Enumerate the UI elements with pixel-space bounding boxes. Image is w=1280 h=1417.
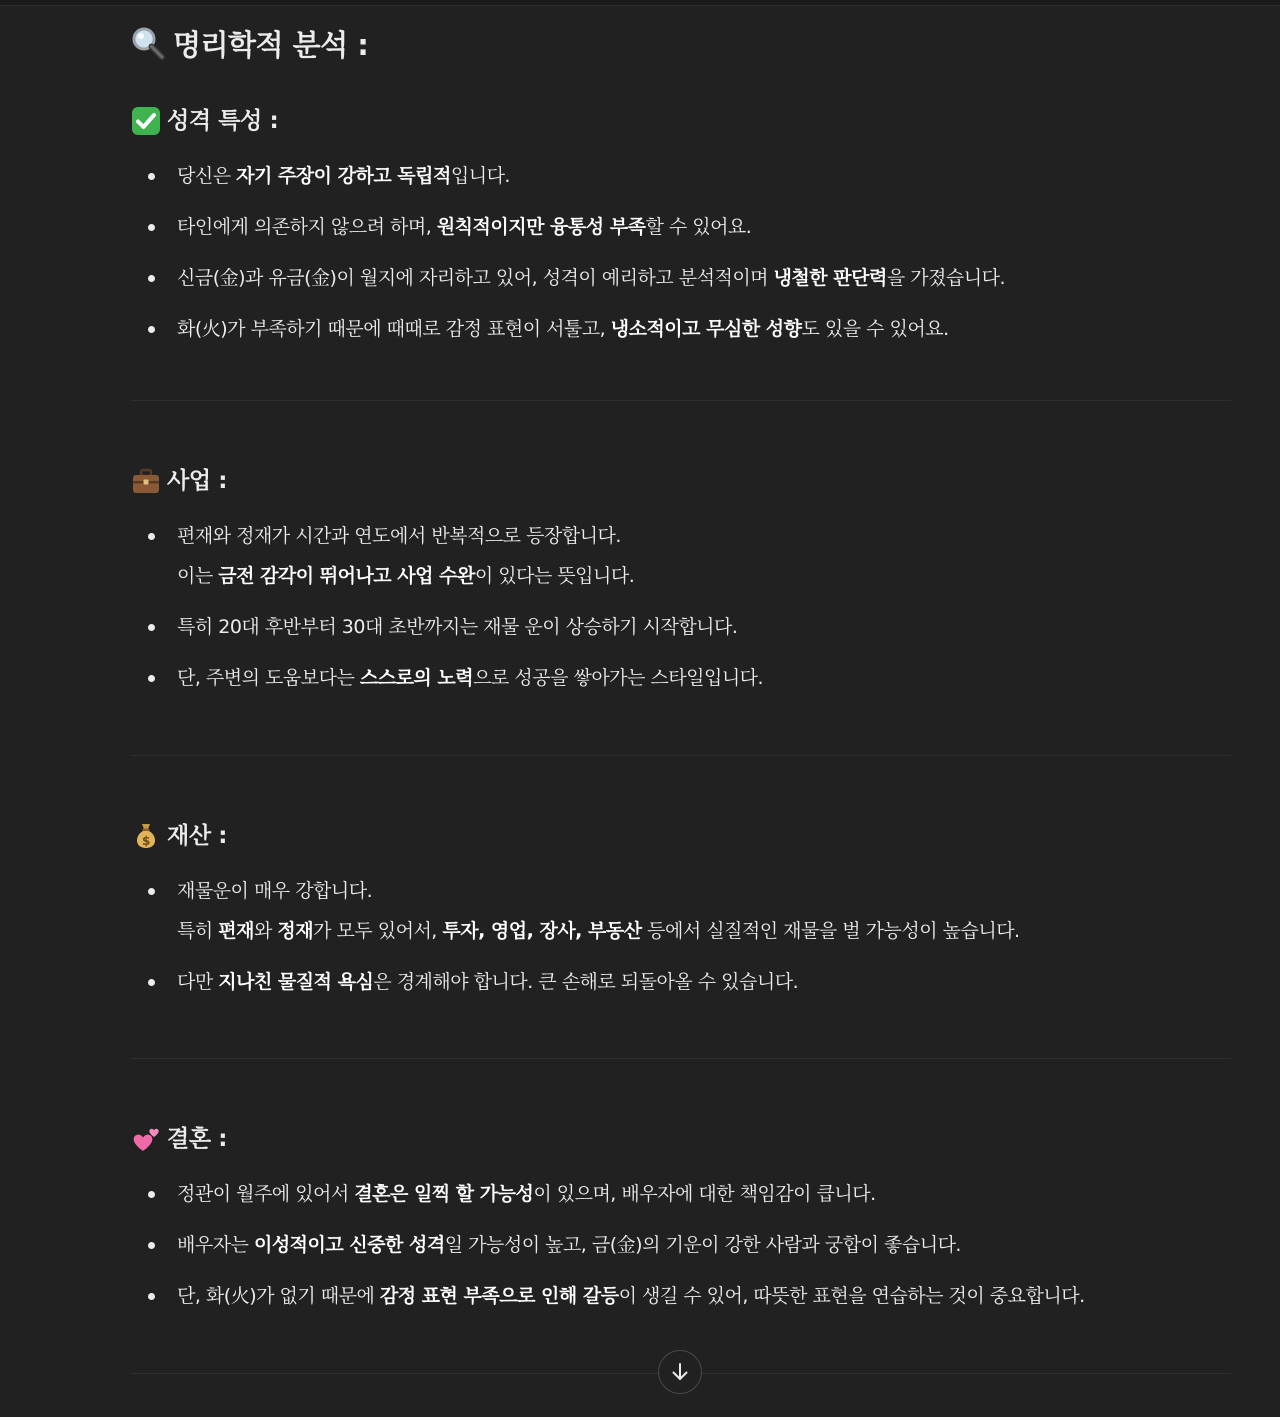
svg-text:$: $: [142, 834, 150, 848]
two-hearts-icon: [131, 1124, 161, 1154]
bullet-list: [131, 156, 1231, 349]
bold-text: 투자, 영업, 장사, 부동산: [442, 920, 642, 942]
check-mark-button-icon: [131, 106, 161, 136]
list-item: [131, 207, 1231, 247]
text-segment: 편재와 정재가 시간과 연도에서 반복적으로 등장합니다.: [177, 525, 621, 547]
chat-message-content: [131, 22, 1231, 1374]
list-item: [131, 1174, 1231, 1214]
bold-text: 결혼은 일찍 할 가능성: [354, 1183, 534, 1205]
scroll-to-bottom-button[interactable]: [658, 1350, 702, 1394]
list-item: [131, 607, 1231, 647]
text-segment: 은 경계해야 합니다. 큰 손해로 되돌아올 수 있습니다.: [373, 971, 799, 993]
text-segment: 으로 성공을 쌓아가는 스타일입니다.: [473, 667, 764, 689]
section-divider: [131, 1058, 1231, 1059]
bold-text: 스스로의 노력: [359, 667, 474, 689]
bold-text: 감정 표현 부족으로 인해 갈등: [379, 1285, 619, 1307]
list-item: [131, 156, 1231, 196]
text-segment: 이 생길 수 있어, 따뜻한 표현을 연습하는 것이 중요합니다.: [618, 1285, 1085, 1307]
text-segment: 가 모두 있어서,: [313, 920, 443, 942]
list-item: [131, 871, 1231, 951]
text-segment: 할 수 있어요.: [645, 216, 752, 238]
text-segment: 타인에게 의존하지 않으려 하며,: [177, 216, 437, 238]
text-segment: 재물운이 매우 강합니다.: [177, 880, 373, 902]
section-title: [131, 816, 1231, 856]
section-title: [131, 461, 1231, 501]
list-item: [131, 258, 1231, 298]
text-segment: 등에서 실질적인 재물을 벌 가능성이 높습니다.: [641, 920, 1020, 942]
section-title: [131, 1119, 1231, 1159]
bold-text: 정재: [277, 920, 314, 942]
text-segment: 이는: [177, 565, 219, 587]
bold-text: 지나친 물질적 욕심: [218, 971, 374, 993]
text-segment: 배우자는: [177, 1234, 254, 1256]
section-title-text: 결혼 :: [167, 1126, 228, 1152]
text-segment: 당신은: [177, 165, 237, 187]
arrow-down-icon: [669, 1361, 691, 1383]
text-segment: 특히 20대 후반부터 30대 초반까지는 재물 운이 상승하기 시작합니다.: [177, 616, 738, 638]
list-item: [131, 962, 1231, 1002]
text-segment: 단, 화(火)가 없기 때문에: [177, 1285, 380, 1307]
bullet-list: [131, 871, 1231, 1002]
magnifying-glass-icon: [131, 26, 165, 60]
section-marriage: [131, 1119, 1231, 1316]
text-segment: 일 가능성이 높고, 금(金)의 기운이 강한 사람과 궁합이 좋습니다.: [444, 1234, 961, 1256]
text-segment: 단, 주변의 도움보다는: [177, 667, 360, 689]
bold-text: 자기 주장이 강하고 독립적: [236, 165, 451, 187]
text-segment: 다만: [177, 971, 219, 993]
list-item: [131, 1276, 1231, 1316]
list-item: [131, 658, 1231, 698]
section-divider: [131, 400, 1231, 401]
briefcase-icon: [131, 466, 161, 496]
text-segment: 화(火)가 부족하기 때문에 때때로 감정 표현이 서툴고,: [177, 318, 611, 340]
text-segment: 와: [253, 920, 278, 942]
text-segment: 을 가졌습니다.: [886, 267, 1006, 289]
section-title-text: 재산 :: [167, 823, 228, 849]
section-title-text: 사업 :: [167, 468, 228, 494]
text-segment: 특히: [177, 920, 219, 942]
text-segment: 입니다.: [450, 165, 510, 187]
text-segment: 도 있을 수 있어요.: [801, 318, 949, 340]
bullet-list: [131, 1174, 1231, 1316]
money-bag-icon: [131, 821, 161, 851]
bold-text: 냉소적이고 무심한 성향: [610, 318, 802, 340]
text-segment: 이 있으며, 배우자에 대한 책임감이 큽니다.: [533, 1183, 876, 1205]
list-item: [131, 1225, 1231, 1265]
section-business: [131, 461, 1231, 698]
analysis-title-text: 명리학적 분석 :: [173, 28, 369, 62]
section-title: [131, 101, 1231, 141]
list-item: [131, 309, 1231, 349]
section-personality: [131, 101, 1231, 349]
bullet-list: [131, 516, 1231, 698]
bold-text: 원칙적이지만 융통성 부족: [436, 216, 646, 238]
bold-text: 냉철한 판단력: [773, 267, 887, 289]
section-wealth: [131, 816, 1231, 1002]
bold-text: 금전 감각이 뛰어나고 사업 수완: [218, 565, 475, 587]
text-segment: 이 있다는 뜻입니다.: [474, 565, 635, 587]
section-title-text: 성격 특성 :: [167, 108, 279, 134]
list-item: [131, 516, 1231, 596]
section-divider: [131, 755, 1231, 756]
text-segment: 신금(金)과 유금(金)이 월지에 자리하고 있어, 성격이 예리하고 분석적이며: [177, 267, 774, 289]
bold-text: 이성적이고 신중한 성격: [253, 1234, 445, 1256]
analysis-title: [131, 22, 1231, 68]
bold-text: 편재: [218, 920, 254, 942]
top-divider: [0, 0, 1280, 6]
text-segment: 정관이 월주에 있어서: [177, 1183, 355, 1205]
